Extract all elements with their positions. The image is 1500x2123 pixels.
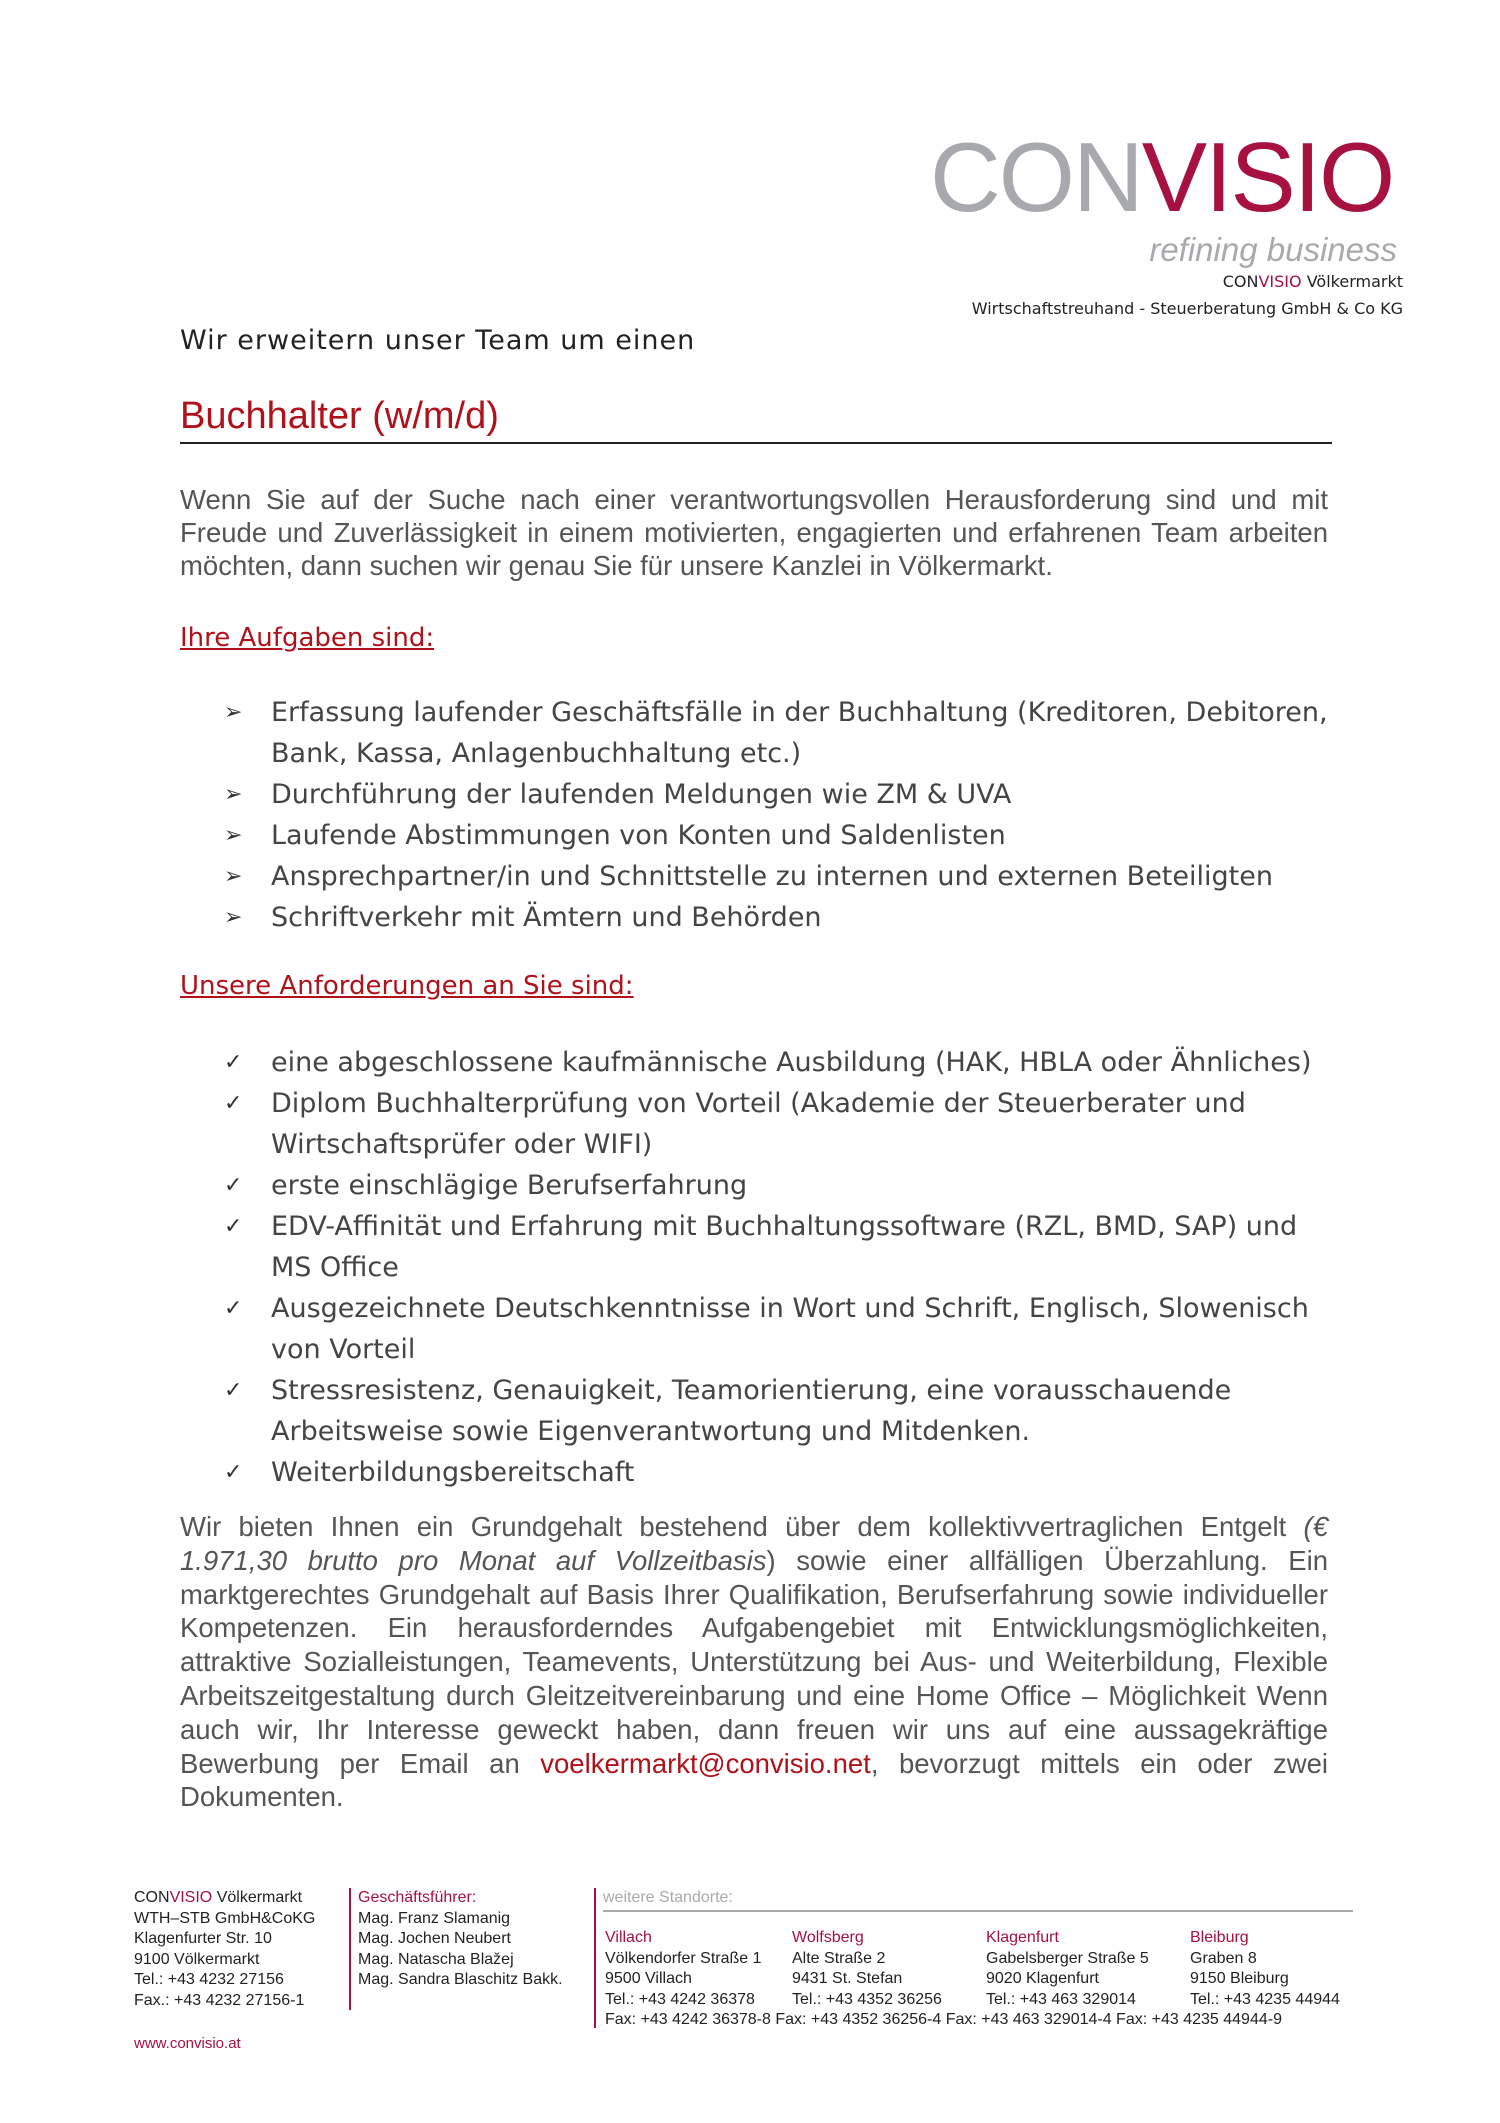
title-divider: [180, 442, 1332, 444]
list-item: ➢ Laufende Abstimmungen von Konten und Saldenlisten: [0, 815, 1331, 856]
list-item: ✓ Stressresistenz, Genauigkeit, Teamorientierung, eine vorausschauende Arbeitsweise sowie Eigenverantwortung und Mitdenken.: [0, 1370, 1331, 1452]
list-item: ✓ Diplom Buchhalterprüfung von Vorteil (Akademie der Steuerberater und Wirtschaftsprüfer oder WIFI): [0, 1083, 1331, 1165]
intro-paragraph: Wenn Sie auf der Suche nach einer verantwortungsvollen Herausforderung sind und mit Freude und Zuverlässigkeit in einem motivierten, engagierten und erfahrenen Team arbeiten möchten, dann suchen wir genau Sie für unsere Kanzlei in Völkermarkt.: [180, 484, 1328, 581]
arrow-bullet-icon: ➢: [224, 782, 243, 807]
location-wolfsberg: Wolfsberg Alte Straße 2 9431 St. Stefan Tel.: +43 4352 36256: [792, 1929, 942, 2008]
checkmark-icon: ✓: [224, 1378, 243, 1403]
tasks-heading: Ihre Aufgaben sind:: [180, 623, 435, 653]
arrow-bullet-icon: ➢: [224, 905, 243, 930]
manager-name: Mag. Franz Slamanig: [358, 1909, 511, 1927]
office-line-1: CONVISIO Völkermarkt: [1222, 272, 1403, 291]
office-line-2: Wirtschaftstreuhand - Steuerberatung GmbH & Co KG: [971, 299, 1403, 318]
website-link[interactable]: www.convisio.at: [134, 2035, 241, 2052]
footer-company-line: Fax.: +43 4232 27156-1: [134, 1991, 305, 2009]
locations-label: weitere Standorte:: [603, 1889, 733, 1906]
footer-divider: [349, 1888, 351, 2010]
location-klagenfurt: Klagenfurt Gabelsberger Straße 5 9020 Klagenfurt Tel.: +43 463 329014: [986, 1929, 1149, 2008]
footer-management-block: [358, 1888, 563, 1991]
location-bleiburg: Bleiburg Graben 8 9150 Bleiburg Tel.: +43 4235 44944: [1190, 1929, 1340, 2008]
footer-company-block: [134, 1888, 315, 2011]
arrow-bullet-icon: ➢: [224, 864, 243, 889]
footer-company-line: 9100 Völkermarkt: [134, 1950, 260, 1968]
footer-company-name: CONVISIO Völkermarkt: [134, 1889, 303, 1906]
footer-divider: [594, 1888, 596, 2028]
management-label: Geschäftsführer:: [358, 1889, 477, 1906]
tasks-list: [0, 692, 1331, 938]
list-item: ➢ Erfassung laufender Geschäftsfälle in der Buchhaltung (Kreditoren, Debitoren, Bank, Kassa, Anlagenbuchhaltung etc.): [0, 692, 1331, 774]
logo-tagline: refining business: [1149, 231, 1397, 268]
arrow-bullet-icon: ➢: [224, 700, 243, 725]
list-item: ➢ Schriftverkehr mit Ämtern und Behörden: [0, 897, 1331, 938]
requirements-heading: Unsere Anforderungen an Sie sind:: [180, 971, 634, 1001]
checkmark-icon: ✓: [224, 1050, 243, 1075]
list-item: ➢ Ansprechpartner/in und Schnittstelle zu internen und externen Beteiligten: [0, 856, 1331, 897]
requirements-list: [0, 1042, 1331, 1493]
checkmark-icon: ✓: [224, 1460, 243, 1485]
manager-name: Mag. Natascha Blažej: [358, 1950, 514, 1968]
location-villach: Villach Völkendorfer Straße 1 9500 Villach Tel.: +43 4242 36378: [605, 1929, 762, 2008]
list-item: ✓ Weiterbildungsbereitschaft: [0, 1452, 1331, 1493]
list-item: ✓ erste einschlägige Berufserfahrung: [0, 1165, 1331, 1206]
checkmark-icon: ✓: [224, 1296, 243, 1321]
logo-wordmark: CONVISIO: [930, 122, 1394, 232]
application-email-link[interactable]: voelkermarkt@convisio.net: [540, 1747, 871, 1779]
list-item: ✓ Ausgezeichnete Deutschkenntnisse in Wort und Schrift, Englisch, Slowenisch von Vorteil: [0, 1288, 1331, 1370]
checkmark-icon: ✓: [224, 1214, 243, 1239]
fax-line: Fax: +43 4242 36378-8 Fax: +43 4352 36256-4 Fax: +43 463 329014-4 Fax: +43 4235 44944-9: [605, 2011, 1282, 2028]
footer-company-line: WTH–STB GmbH&CoKG: [134, 1909, 316, 1927]
manager-name: Mag. Sandra Blaschitz Bakk.: [358, 1971, 563, 1988]
job-title: Buchhalter (w/m/d): [180, 395, 499, 437]
offer-paragraph: Wir bieten Ihnen ein Grundgehalt bestehend über dem kollektivvertraglichen Entgelt (€ 1.971,30 brutto pro Monat auf Vollzeitbasis) sowie einer allfälligen Überzahlung. Ein marktgerechtes Grundgehalt auf Basis Ihrer Qualifikation, Berufserfahrung sowie individueller Kompetenzen. Ein herausforderndes Aufgabengebiet mit Entwicklungsmöglichkeiten, attraktive Sozialleistungen, Teamevents, Unterstützung bei Aus- und Weiterbildung, Flexible Arbeitszeitgestaltung durch Gleitzeitvereinbarung und eine Home Office – Möglichkeit Wenn auch wir, Ihr Interesse geweckt haben, dann freuen wir uns auf eine aussagekräftige Bewerbung per Email an voelkermarkt@convisio.net, bevorzugt mittels ein oder zwei Dokumenten.: [180, 1511, 1328, 1813]
manager-name: Mag. Jochen Neubert: [358, 1930, 511, 1947]
locations-divider: [603, 1910, 1353, 1912]
intro-heading: Wir erweitern unser Team um einen: [180, 325, 696, 356]
list-item: ✓ EDV-Affinität und Erfahrung mit Buchhaltungssoftware (RZL, BMD, SAP) und MS Office: [0, 1206, 1331, 1288]
footer-company-line: Klagenfurter Str. 10: [134, 1930, 272, 1947]
arrow-bullet-icon: ➢: [224, 823, 243, 848]
list-item: ➢ Durchführung der laufenden Meldungen wie ZM & UVA: [0, 774, 1331, 815]
company-logo: [930, 122, 1405, 268]
checkmark-icon: ✓: [224, 1091, 243, 1116]
salary-info: (€ 1.971,30 brutto pro Monat auf Vollzeitbasis: [180, 1511, 1328, 1576]
footer-company-line: Tel.: +43 4232 27156: [134, 1971, 284, 1988]
office-name: [972, 268, 1403, 322]
checkmark-icon: ✓: [224, 1173, 243, 1198]
list-item: ✓ eine abgeschlossene kaufmännische Ausbildung (HAK, HBLA oder Ähnliches): [0, 1042, 1331, 1083]
